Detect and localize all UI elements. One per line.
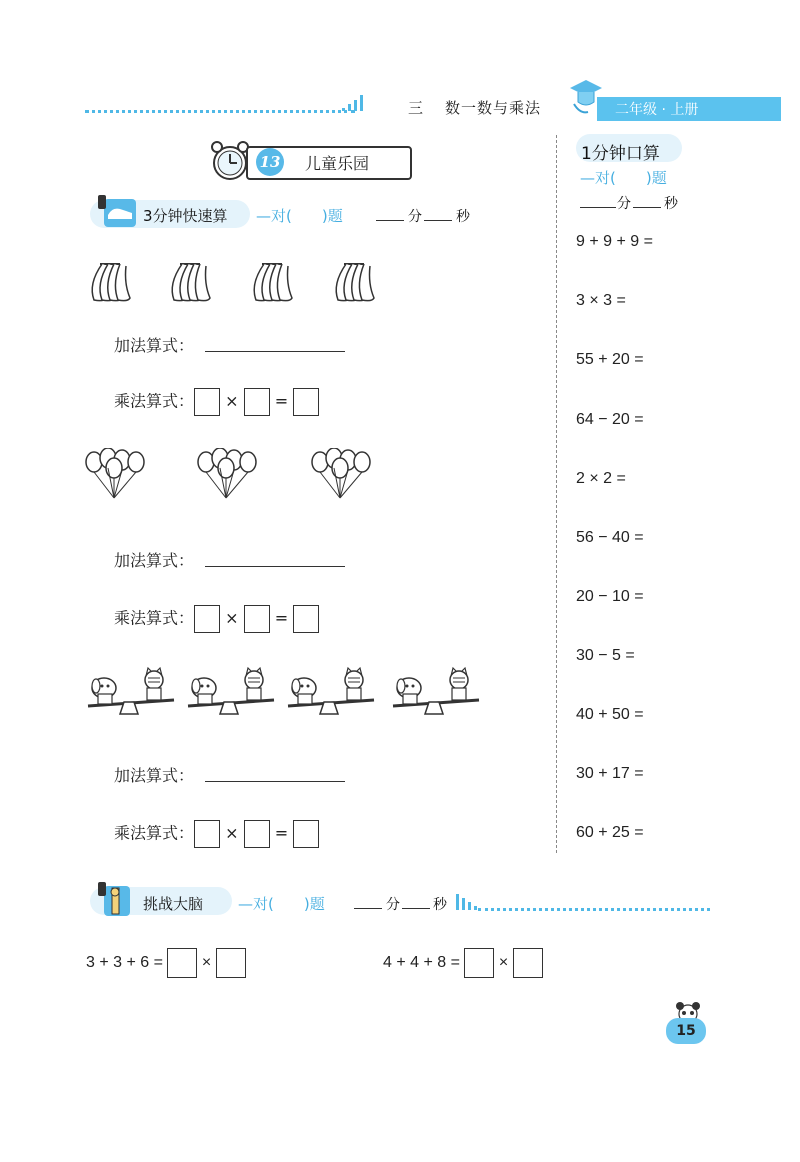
oral-min-blank[interactable] — [580, 207, 616, 208]
quick-section-title: 3分钟快速算 — [143, 207, 228, 225]
chapter-title: 数一数与乘法 — [445, 99, 542, 117]
challenge-sec-blank[interactable] — [402, 908, 430, 909]
grade-band: 二年级 · 上册 — [597, 97, 781, 121]
multiplication-label: 乘法算式： — [114, 608, 195, 628]
header-dotted-rule — [85, 110, 355, 113]
quick-min-blank[interactable] — [376, 220, 404, 221]
oral-item: 2 × 2 = — [576, 470, 626, 487]
equals-sign: = — [274, 391, 289, 411]
oral-sec-label: 秒 — [664, 196, 678, 212]
factor-box[interactable] — [194, 820, 220, 848]
challenge-question-2 — [383, 948, 543, 978]
balloon-bunches-picture — [84, 448, 384, 504]
challenge-min-label: 分 — [386, 897, 400, 913]
quick-sec-label: 秒 — [456, 209, 470, 225]
factor-box[interactable] — [244, 388, 270, 416]
header-dots-fade-icon — [340, 92, 368, 114]
factor-box[interactable] — [194, 388, 220, 416]
oral-item: 20 − 10 = — [576, 588, 644, 605]
giraffe-icon — [94, 882, 134, 918]
times-sign: × — [201, 954, 212, 972]
factor-box[interactable] — [194, 605, 220, 633]
oral-item: 9 + 9 + 9 = — [576, 233, 653, 250]
challenge-question-1 — [86, 948, 246, 978]
oral-item: 56 − 40 = — [576, 529, 644, 546]
answer-box[interactable] — [464, 948, 494, 978]
challenge-dotted-rule — [478, 908, 710, 911]
oral-item: 40 + 50 = — [576, 706, 644, 723]
oral-section-title: 1分钟口算 — [581, 144, 660, 164]
multiplication-row — [114, 605, 319, 633]
column-divider — [556, 135, 557, 853]
equals-sign: = — [274, 823, 289, 843]
product-box[interactable] — [293, 388, 319, 416]
oral-min-label: 分 — [617, 196, 631, 212]
challenge-score: —对( )题 — [238, 895, 325, 913]
answer-box[interactable] — [513, 948, 543, 978]
factor-box[interactable] — [244, 605, 270, 633]
challenge-equation: 3 + 3 + 6 = — [86, 954, 163, 972]
multiplication-row — [114, 820, 319, 848]
addition-answer-line[interactable] — [205, 781, 345, 782]
lesson-number: 13 — [256, 148, 284, 176]
oral-item: 55 + 20 = — [576, 351, 644, 368]
quick-sec-blank[interactable] — [424, 220, 452, 221]
oral-score: —对( )题 — [580, 169, 667, 187]
challenge-dots-fade-icon — [454, 890, 480, 912]
challenge-min-blank[interactable] — [354, 908, 382, 909]
times-sign: × — [225, 608, 239, 628]
multiplication-label: 乘法算式： — [114, 391, 195, 411]
times-sign: × — [225, 391, 239, 411]
answer-box[interactable] — [167, 948, 197, 978]
chapter-number: 三 — [408, 99, 425, 117]
quick-min-label: 分 — [408, 209, 422, 225]
equals-sign: = — [274, 608, 289, 628]
multiplication-row — [114, 388, 319, 416]
oral-item: 3 × 3 = — [576, 292, 626, 309]
addition-answer-line[interactable] — [205, 566, 345, 567]
oral-sec-blank[interactable] — [633, 207, 661, 208]
times-sign: × — [498, 954, 509, 972]
challenge-section-title: 挑战大脑 — [143, 895, 204, 913]
addition-answer-line[interactable] — [205, 351, 345, 352]
oral-item: 30 + 17 = — [576, 765, 644, 782]
quick-score: —对( )题 — [256, 207, 343, 225]
lesson-title: 儿童乐园 — [305, 154, 370, 173]
oral-item: 60 + 25 = — [576, 824, 644, 841]
addition-label: 加法算式： — [114, 551, 195, 570]
multiplication-label: 乘法算式： — [114, 823, 195, 843]
challenge-sec-label: 秒 — [433, 897, 447, 913]
addition-label: 加法算式： — [114, 766, 195, 785]
seesaw-animals-picture — [84, 660, 484, 716]
shoe-icon — [92, 195, 138, 229]
product-box[interactable] — [293, 820, 319, 848]
page-number: 15 — [666, 1018, 706, 1044]
oral-item: 64 − 20 = — [576, 411, 644, 428]
product-box[interactable] — [293, 605, 319, 633]
answer-box[interactable] — [216, 948, 246, 978]
oral-item: 30 − 5 = — [576, 647, 635, 664]
times-sign: × — [225, 823, 239, 843]
banana-bunches-picture — [84, 258, 384, 308]
challenge-equation: 4 + 4 + 8 = — [383, 954, 460, 972]
addition-label: 加法算式： — [114, 336, 195, 355]
factor-box[interactable] — [244, 820, 270, 848]
